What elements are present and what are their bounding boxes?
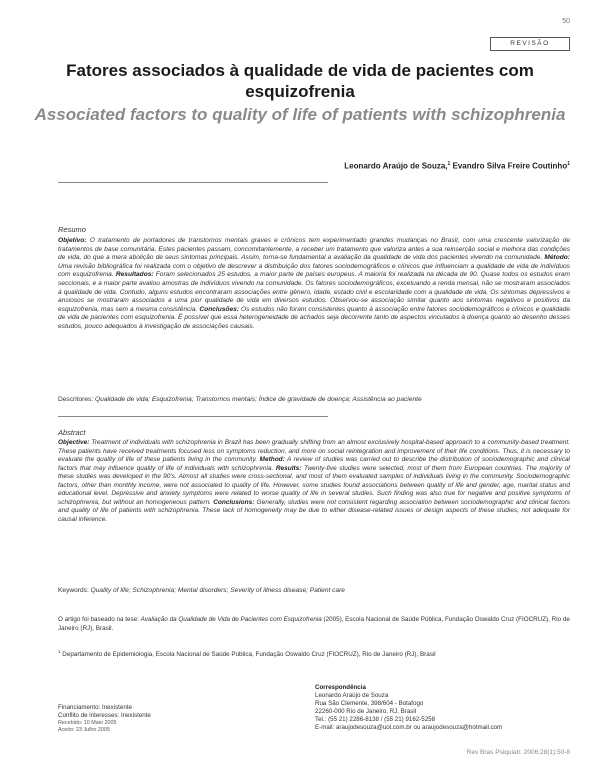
title-portuguese: Fatores associados à qualidade de vida de pacientes com esquizofrenia <box>66 61 534 101</box>
descritores <box>58 396 570 405</box>
divider-middle <box>58 416 328 417</box>
footnote-thesis-title: Avaliação da Qualidade de Vida de Pacientes com Esquizofrenia <box>140 616 322 623</box>
objective-label: Objective: <box>58 439 90 446</box>
divider-top <box>58 182 328 183</box>
correspondence-email: E-mail: araujodesouza@uol.com.br ou araujodesouza@hotmail.com <box>315 724 503 732</box>
abstract-text <box>58 439 570 524</box>
results-text: Twenty-five studies were selected, most of them from European countries. The majority of these studies was developed in the 90's. Almost all studies were cross-sectional, and most of them evaluated samples of individuals living in the community. Sociodemographic factors, other than monthly income, were not associated to quality of life. However, some studies found associations between quality of life and gender, age, marital status and educational level. Depressive and anxiety symptoms were related to worse quality of life in several studies. Such finding was also true for negative and positive symptoms of schizophrenia, but without an homogeneous pattern. <box>58 464 570 506</box>
resumo-heading: Resumo <box>58 225 86 234</box>
objective-text: Treatment of individuals with schizophrenia in Brazil has been gradually shifting from an almost exclusively hospital-based approach to a community-based treatment. These patients have received treatments focused less on symptoms reduction, and more on social reintegration and improvement of their life conditions. Thus, it is necessary to evaluate the quality of life of these patients living in the community. <box>58 439 570 463</box>
correspondence <box>315 684 502 733</box>
author-2-affiliation: 1 <box>567 161 570 167</box>
article-meta <box>58 704 151 734</box>
keywords <box>58 587 570 596</box>
resumo-text <box>58 237 570 332</box>
correspondence-city: 22260-000 Rio de Janeiro, RJ, Brasil <box>315 708 417 716</box>
conclusions-label: Conclusions: <box>213 498 255 506</box>
conclusoes-label: Conclusões: <box>199 305 239 313</box>
objetivo-text: O tratamento de portadores de transtornos mentais graves e crônicos tem experimentado grandes mudanças no Brasil, com uma crescente valorização de tratamentos de base comunitária. Estes pacientes passam, concomitantemente, a receber um tratamento que valoriza antes a sua reinserção social e melhora das condições de vida, do que a mera abolição de seus sintomas principais. Assim, torna-se fundamental a avaliação da qualidade de vida dos pacientes vivendo na comunidade. <box>58 237 570 262</box>
conflict-of-interest: Conflito de interesses: Inexistente <box>58 712 151 719</box>
conclusoes-text: Os estudos não foram consistentes quanto à associação entre fatores sociodemográficos e clínicos e qualidade de vida de pacientes com esquizofrenia. É possível que essa heterogeneidade de achados seja decorrente tanto de aspectos vinculados à doença quanto ao desenho desses estudos, pouco adequados à investigação de associações causais. <box>58 305 570 330</box>
correspondence-name: Leonardo Araújo de Souza <box>315 692 389 700</box>
objetivo-label: Objetivo: <box>58 237 87 244</box>
conclusions-text: Generally, studies were not consistent regarding association between sociodemographic and clinical factors and quality of life of patients with schizophrenia. These lack of homogeneity may be due to either disease-related issues or design aspects of these studies, not adequate for causal inference. <box>58 498 570 523</box>
correspondence-heading: Correspondência <box>315 684 366 691</box>
author-2: Evandro Silva Freire Coutinho <box>450 161 568 171</box>
keywords-text: Quality of life; Schizophrenia; Mental disorders; Severity of illness disease; Patient care <box>88 587 345 594</box>
footnote-affiliation <box>58 648 570 660</box>
footnote-thesis-prefix: O artigo foi baseado na tese: <box>58 616 141 623</box>
section-tag: REVISÃO <box>490 37 570 51</box>
method-text: A review of studies was carried out to describe the distribution of sociodemographic and clinical factors that may influence quality of life of individuals with schizophrenia. <box>58 456 571 472</box>
resultados-label: Resultados: <box>115 271 154 279</box>
descritores-label: Descritores: <box>58 396 94 403</box>
author-1: Leonardo Araújo de Souza, <box>344 161 448 171</box>
abstract-heading: Abstract <box>58 428 86 437</box>
footnote-thesis-suffix: (2005), Escola Nacional de Saúde Pública, Fundação Oswaldo Cruz (FIOCRUZ), Rio de Janeiro (RJ), Brasil. <box>58 616 570 632</box>
page-number: 50 <box>562 18 570 25</box>
accepted-date: Aceito: 23 Julho 2005 <box>58 726 110 733</box>
results-label: Results: <box>275 464 302 472</box>
correspondence-phone: Tel.: (55 21) 2286-8138 / (55 21) 9162-5258 <box>315 716 436 724</box>
financing: Financiamento: Inexistente <box>58 704 132 711</box>
resultados-text: Foram selecionados 25 estudos, a maior parte de países europeus. A maioria foi realizada na década de 90. Quase todos os estudos eram seccionais, e a maior parte avaliou amostras de indivíduos vivendo na comunidade. Os fatores sociodemográficos, excetuando a renda mensal, não se mostraram associados à qualidade de vida. Contudo, alguns estudos encontraram associações entre gênero, idade, estado civil e escolaridade com a qualidade de vida. Os sintomas depressivos e ansiosos se mostraram associados a uma pior qualidade de vida em diversos estudos. Observou-se associação similar quanto aos sintomas negativos e positivos da esquizofrenia, mas sem a mesma consistência. <box>58 271 570 313</box>
journal-citation: Rev Bras Psiquiatr. 2006;28(1):50-8 <box>466 749 570 756</box>
descritores-text: Qualidade de vida; Esquizofrenia; Transtornos mentais; Índice de gravidade de doença; Assistência ao paciente <box>93 396 422 403</box>
method-label: Method: <box>259 456 285 463</box>
correspondence-street: Rua São Clemente, 398/604 - Botafogo <box>315 700 424 708</box>
metodo-text: Uma revisão bibliográfica foi realizada com o objetivo de descrever a distribuição dos fatores sociodemográficos e clínicos que influenciam a qualidade de vida de indivíduos com esquizofrenia. <box>58 262 570 279</box>
keywords-label: Keywords: <box>58 587 89 594</box>
received-date: Recebido: 10 Maio 2005 <box>58 720 117 726</box>
authors-line <box>344 161 570 171</box>
title-english: Associated factors to quality of life of patients with schizophrenia <box>34 105 566 124</box>
metodo-label: Método: <box>544 254 570 262</box>
author-1-affiliation: 1 <box>447 161 451 167</box>
footnote-affiliation-marker: 1 <box>58 649 61 654</box>
footnote-affiliation-text: Departamento de Epidemiologia, Escola Nacional de Saúde Pública, Fundação Oswaldo Cruz (FIOCRUZ), Rio de Janeiro (RJ), Brasil <box>60 651 436 659</box>
footnote-thesis <box>58 616 570 633</box>
